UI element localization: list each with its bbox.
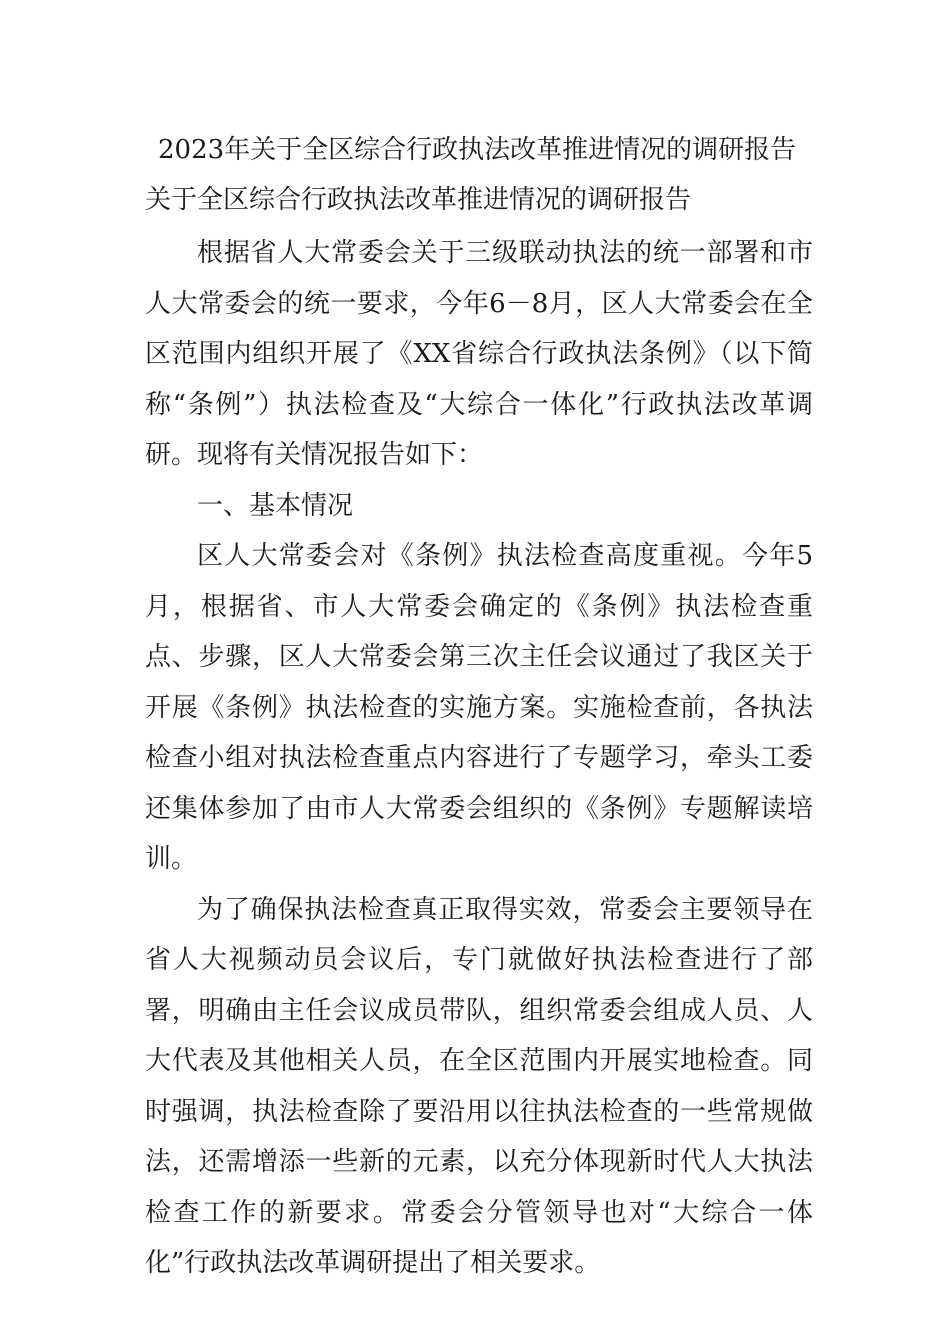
document-title: 2023年关于全区综合行政执法改革推进情况的调研报告 [158,135,797,165]
document-body [145,228,813,1289]
document-subtitle: 关于全区综合行政执法改革推进情况的调研报告 [145,185,692,215]
paragraph-intro: 根据省人大常委会关于三级联动执法的统一部署和市人大常委会的统一要求，今年6－8月，区人大常委会在全区范围内组织开展了《XX省综合行政执法条例》（以下简称“条例”）执法检查及“大综合一体化”行政执法改革调研。现将有关情况报告如下： [145,238,813,470]
paragraph-basic-2: 为了确保执法检查真正取得实效，常委会主要领导在省人大视频动员会议后，专门就做好执法检查进行了部署，明确由主任会议成员带队，组织常委会组成人员、人大代表及其他相关人员，在全区范围内开展实地检查。同时强调，执法检查除了要沿用以往执法检查的一些常规做法，还需增添一些新的元素，以充分体现新时代人大执法检查工作的新要求。常委会分管领导也对“大综合一体化”行政执法改革调研提出了相关要求。 [145,894,813,1278]
section-heading-basic: 一、基本情况 [197,490,354,521]
paragraph-basic-1: 区人大常委会对《条例》执法检查高度重视。今年5月，根据省、市人大常委会确定的《条例》执法检查重点、步骤，区人大常委会第三次主任会议通过了我区关于开展《条例》执法检查的实施方案。实施检查前，各执法检查小组对执法检查重点内容进行了专题学习，牵头工委还集体参加了由市人大常委会组织的《条例》专题解读培训。 [145,541,813,874]
